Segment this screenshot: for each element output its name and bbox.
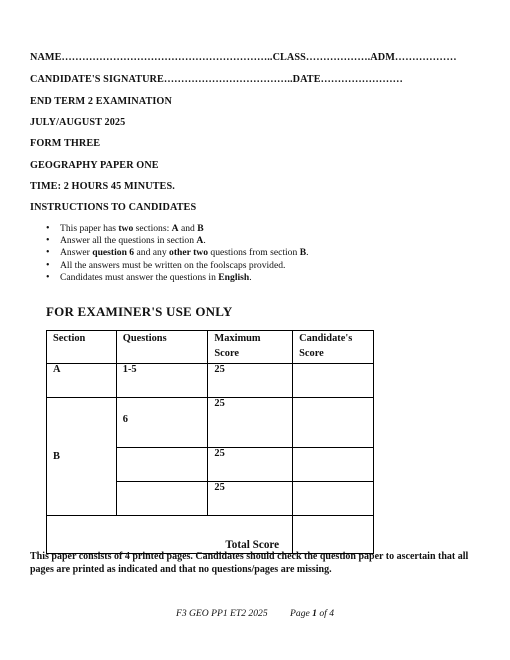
header-section: Section (47, 331, 117, 364)
instructions-heading: INSTRUCTIONS TO CANDIDATES (30, 202, 197, 213)
header-maximum-score: Maximum Score (208, 331, 293, 364)
instruction-item: • Candidates must answer the questions in English. (46, 272, 309, 284)
paper-code: F3 GEO PP1 ET2 2025 (175, 608, 268, 619)
page-footer (0, 608, 510, 619)
instructions-list (46, 223, 309, 284)
questions-cell: 6 (116, 398, 208, 448)
max-score-cell: 25 (208, 482, 293, 516)
exam-term: END TERM 2 EXAMINATION (30, 96, 172, 107)
instruction-item: • This paper has two sections: A and B (46, 223, 309, 235)
candidate-score-cell[interactable] (293, 448, 374, 482)
candidate-score-cell[interactable] (293, 482, 374, 516)
table-row (47, 398, 374, 448)
examiner-score-table (46, 330, 374, 554)
exam-paper: GEOGRAPHY PAPER ONE (30, 160, 159, 171)
page-number: Page 1 of 4 (290, 608, 335, 619)
examiner-use-heading: FOR EXAMINER'S USE ONLY (46, 304, 233, 319)
total-row (47, 516, 374, 554)
questions-cell (116, 482, 208, 516)
table-header-row (47, 331, 374, 364)
section-cell: B (47, 398, 117, 516)
candidate-score-cell[interactable] (293, 398, 374, 448)
max-score-cell: 25 (208, 364, 293, 398)
name-class-adm-line: NAME……………………………………………………..CLASS……………….ADM……………… (30, 52, 457, 63)
page-count-note: This paper consists of 4 printed pages. Candidates should check the question paper to ascertain that all pages are printed as indicated and that no questions/pages are missing. (30, 551, 469, 575)
header-questions: Questions (116, 331, 208, 364)
total-score-label: Total Score (47, 516, 293, 554)
max-score-cell: 25 (208, 398, 293, 448)
instruction-item: • Answer question 6 and any other two questions from section B. (46, 247, 309, 259)
table-row (47, 364, 374, 398)
header-candidate-score: Candidate's Score (293, 331, 374, 364)
exam-time: TIME: 2 HOURS 45 MINUTES. (30, 181, 175, 192)
instruction-item: • Answer all the questions in section A. (46, 235, 309, 247)
candidate-score-cell[interactable] (293, 364, 374, 398)
instruction-item: • All the answers must be written on the foolscaps provided. (46, 260, 309, 272)
questions-cell: 1-5 (116, 364, 208, 398)
exam-period: JULY/AUGUST 2025 (30, 117, 126, 128)
questions-cell (116, 448, 208, 482)
total-score-cell[interactable] (293, 516, 374, 554)
exam-form: FORM THREE (30, 138, 101, 149)
signature-date-line: CANDIDATE'S SIGNATURE………………………………..DATE…………………… (30, 74, 403, 85)
max-score-cell: 25 (208, 448, 293, 482)
section-cell: A (47, 364, 117, 398)
